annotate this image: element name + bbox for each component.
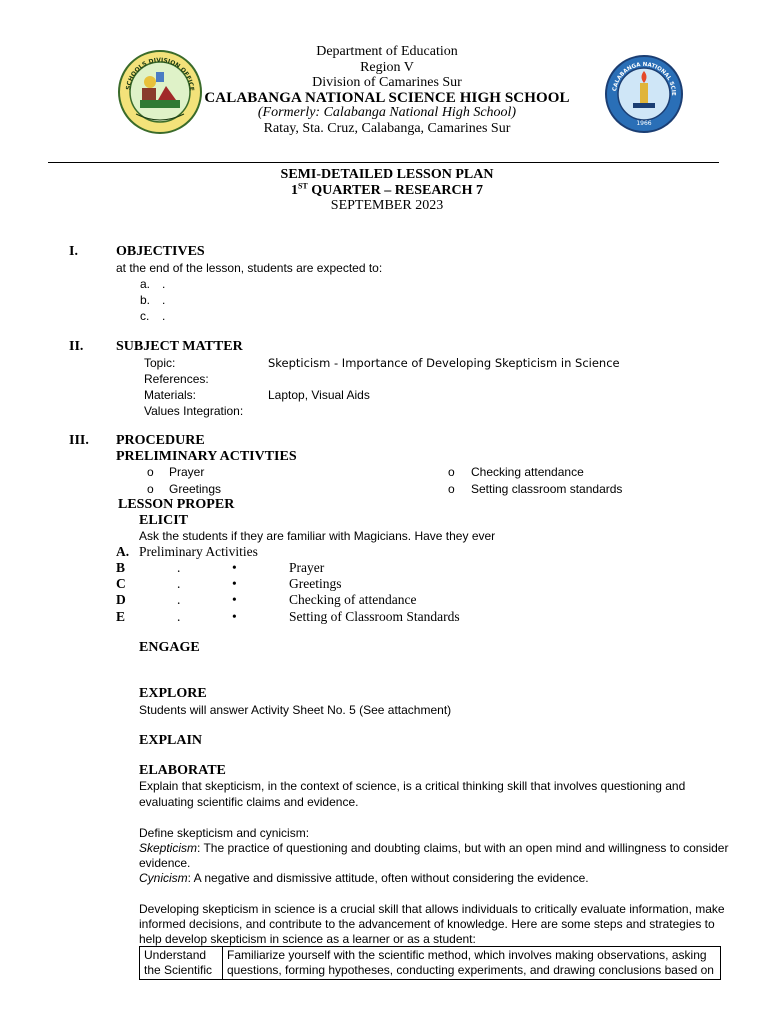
prelim-item-greetings: Greetings bbox=[169, 482, 222, 496]
skepticism-definition-text: : The practice of questioning and doubting claims, but with an open mind and willingness to consider bbox=[197, 841, 729, 855]
engage-heading: ENGAGE bbox=[139, 640, 200, 655]
developing-paragraph-line2: informed decisions, and contribute to the advancement of knowledge. Here are some steps and strategies to bbox=[139, 917, 715, 931]
left-logo-bottom-text bbox=[0, 0, 1, 1]
preliminary-heading: PRELIMINARY ACTIVTIES bbox=[116, 449, 297, 464]
list-c-marker: C bbox=[116, 576, 126, 591]
explore-heading: EXPLORE bbox=[139, 686, 207, 701]
list-e-bullet: • bbox=[232, 609, 237, 624]
prelim-item-prayer: Prayer bbox=[169, 465, 205, 479]
prelim-item-attendance: Checking attendance bbox=[471, 465, 584, 479]
objective-item-c-marker: c. bbox=[140, 309, 150, 323]
skepticism-definition bbox=[139, 841, 728, 855]
materials-value: Laptop, Visual Aids bbox=[268, 388, 370, 402]
developing-paragraph-line1: Developing skepticism in science is a crucial skill that allows individuals to critically evaluate information, make bbox=[139, 902, 725, 916]
cynicism-definition-text: : A negative and dismissive attitude, often without considering the evidence. bbox=[187, 871, 589, 885]
lesson-plan-title: SEMI-DETAILED LESSON PLAN bbox=[280, 167, 494, 182]
skepticism-term: Skepticism bbox=[139, 841, 198, 855]
header-division: Division of Camarines Sur bbox=[312, 75, 462, 90]
list-c-dot: . bbox=[177, 576, 181, 591]
developing-paragraph-line3: help develop skepticism in science as a learner or as a student: bbox=[139, 932, 476, 946]
header-formerly: (Formerly: Calabanga National High School) bbox=[257, 105, 517, 120]
procedure-heading: PROCEDURE bbox=[116, 433, 205, 448]
strategy-table bbox=[139, 946, 721, 980]
prelim-bullet: o bbox=[147, 482, 154, 496]
list-a-marker: A. bbox=[116, 544, 130, 559]
prelim-bullet: o bbox=[448, 465, 455, 479]
right-logo-year: 1966 bbox=[636, 120, 652, 127]
list-d-bullet: • bbox=[232, 592, 237, 607]
list-e-text: Setting of Classroom Standards bbox=[289, 609, 460, 624]
strategy-step-cell bbox=[140, 947, 223, 980]
subject-matter-number: II. bbox=[69, 339, 84, 354]
list-e-dot: . bbox=[177, 609, 181, 624]
quarter-subject: QUARTER – RESEARCH 7 bbox=[307, 183, 484, 198]
lesson-proper-heading: LESSON PROPER bbox=[118, 497, 235, 512]
strategy-step-line1: Understand bbox=[144, 948, 207, 962]
strategy-description-cell bbox=[223, 947, 721, 980]
list-d-text: Checking of attendance bbox=[289, 592, 417, 607]
objective-item-c-text: . bbox=[162, 309, 166, 323]
values-integration-label: Values Integration: bbox=[144, 404, 244, 418]
strategy-desc-line1: Familiarize yourself with the scientific method, which involves making observations, asking bbox=[227, 948, 707, 962]
skepticism-definition-line2: evidence. bbox=[139, 856, 191, 870]
define-intro: Define skepticism and cynicism: bbox=[139, 826, 310, 840]
cynicism-definition bbox=[139, 871, 589, 885]
prelim-bullet: o bbox=[147, 465, 154, 479]
topic-label: Topic: bbox=[144, 356, 176, 370]
list-e-marker: E bbox=[116, 609, 126, 624]
list-b-dot: . bbox=[177, 560, 181, 575]
elaborate-paragraph-line1: Explain that skepticism, in the context of science, is a critical thinking skill that involves questioning and bbox=[139, 779, 686, 793]
header-school-name: CALABANGA NATIONAL SCIENCE HIGH SCHOOL bbox=[204, 90, 570, 106]
list-d-dot: . bbox=[177, 592, 181, 607]
strategy-desc-line2: questions, forming hypotheses, conducting experiments, and drawing conclusions based on bbox=[227, 963, 714, 977]
table-row bbox=[140, 947, 721, 980]
objective-item-a-text: . bbox=[162, 277, 166, 291]
objective-item-a-marker: a. bbox=[140, 277, 151, 291]
list-b-marker: B bbox=[116, 560, 126, 575]
left-logo-arc-text: SCHOOLS DIVISION OFFICE bbox=[125, 56, 196, 92]
subject-matter-heading: SUBJECT MATTER bbox=[116, 339, 243, 354]
materials-label: Materials: bbox=[144, 388, 197, 402]
list-c-bullet: • bbox=[232, 576, 237, 591]
prelim-item-standards: Setting classroom standards bbox=[471, 482, 623, 496]
elaborate-paragraph-line2: evaluating scientific claims and evidence. bbox=[139, 795, 359, 809]
explore-text: Students will answer Activity Sheet No. 5 (See attachment) bbox=[139, 703, 452, 717]
lesson-date: SEPTEMBER 2023 bbox=[330, 198, 444, 213]
topic-value: Skepticism - Importance of Developing Skepticism in Science bbox=[268, 356, 620, 370]
objectives-heading: OBJECTIVES bbox=[116, 244, 205, 259]
list-b-text: Prayer bbox=[289, 560, 325, 575]
explain-heading: EXPLAIN bbox=[139, 733, 203, 748]
header-region: Region V bbox=[360, 60, 414, 75]
list-b-bullet: • bbox=[232, 560, 237, 575]
header-department: Department of Education bbox=[316, 44, 458, 59]
quarter-line bbox=[0, 183, 768, 199]
quarter-number: 1 bbox=[290, 183, 298, 198]
objective-item-b-text: . bbox=[162, 293, 166, 307]
right-logo-arc-text: CALABANGA NATIONAL SCIE bbox=[612, 61, 677, 96]
strategy-step-line2: the Scientific bbox=[144, 963, 213, 977]
objectives-number: I. bbox=[69, 244, 78, 259]
quarter-ordinal: ST bbox=[297, 181, 308, 191]
objective-item-b-marker: b. bbox=[140, 293, 151, 307]
list-c-text: Greetings bbox=[289, 576, 342, 591]
elaborate-heading: ELABORATE bbox=[139, 763, 226, 778]
references-label: References: bbox=[144, 372, 209, 386]
header-address: Ratay, Sta. Cruz, Calabanga, Camarines Sur bbox=[263, 121, 511, 136]
cynicism-term: Cynicism bbox=[139, 871, 188, 885]
list-d-marker: D bbox=[116, 592, 126, 607]
objectives-intro: at the end of the lesson, students are expected to: bbox=[116, 261, 383, 275]
header-divider bbox=[48, 162, 719, 163]
elicit-text: Ask the students if they are familiar with Magicians. Have they ever bbox=[139, 529, 496, 543]
list-a-text: Preliminary Activities bbox=[139, 544, 258, 559]
elicit-heading: ELICIT bbox=[139, 513, 189, 528]
procedure-number: III. bbox=[69, 433, 89, 448]
prelim-bullet: o bbox=[448, 482, 455, 496]
